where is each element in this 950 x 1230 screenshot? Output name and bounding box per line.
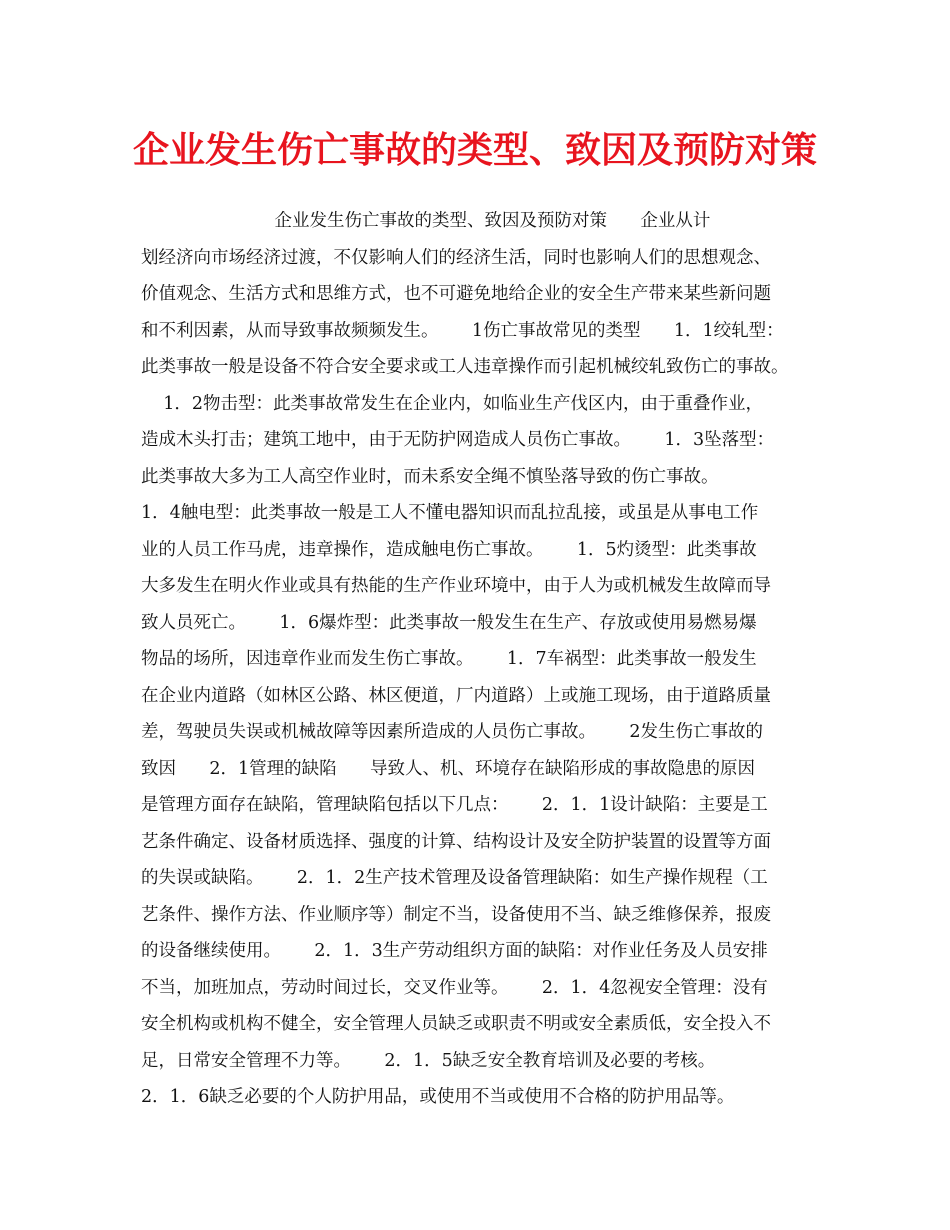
body-line: 业的人员工作马虎，违章操作，造成触电伤亡事故。 1．5灼烫型：此类事故: [141, 539, 757, 560]
body-line: 物品的场所，因违章作业而发生伤亡事故。 1．7车祸型：此类事故一般发生: [141, 649, 757, 669]
body-line: 造成木头打击；建筑工地中，由于无防护网造成人员伤亡事故。 1．3坠落型：: [141, 430, 775, 450]
body-line: 的设备继续使用。 2．1．3生产劳动组织方面的缺陷：对作业任务及人员安排: [141, 941, 768, 961]
body-line: 在企业内道路（如林区公路、林区便道，厂内道路）上或施工现场，由于道路质量: [141, 685, 771, 706]
body-line: 划经济向市场经济过渡，不仅影响人们的经济生活，同时也影响人们的思想观念、: [141, 247, 771, 268]
body-line: 1．4触电型：此类事故一般是工人不懂电器知识而乱拉乱接，或虽是从事电工作: [141, 503, 759, 523]
body-line: 价值观念、生活方式和思维方式，也不可避免地给企业的安全生产带来某些新问题: [141, 284, 771, 304]
body-line: 艺条件、操作方法、作业顺序等）制定不当，设备使用不当、缺乏维修保养，报废: [141, 904, 771, 925]
body-line: 此类事故大多为工人高空作业时，而未系安全绳不慎坠落导致的伤亡事故。: [141, 466, 719, 487]
body-line: 足，日常安全管理不力等。 2．1．5缺乏安全教育培训及必要的考核。: [141, 1050, 716, 1071]
body-line: 安全机构或机构不健全，安全管理人员缺乏或职责不明或安全素质低，安全投入不: [141, 1014, 771, 1034]
page-title: 企业发生伤亡事故的类型、致因及预防对策: [132, 129, 817, 171]
body-line: 此类事故一般是设备不符合安全要求或工人违章操作而引起机械绞轧致伤亡的事故。: [141, 357, 789, 377]
body-line: 1．2物击型：此类事故常发生在企业内，如临业生产伐区内，由于重叠作业，: [141, 393, 764, 414]
body-line: 艺条件确定、设备材质选择、强度的计算、结构设计及安全防护装置的设置等方面: [141, 831, 771, 852]
body-line: 企业发生伤亡事故的类型、致因及预防对策 企业从计: [141, 211, 711, 231]
document-body: [141, 203, 826, 1116]
body-line: 致人员死亡。 1．6爆炸型：此类事故一般发生在生产、存放或使用易燃易爆: [141, 612, 757, 633]
body-line: 大多发生在明火作业或具有热能的生产作业环境中，由于人为或机械发生故障而导: [141, 576, 771, 596]
body-line: 不当，加班加点，劳动时间过长，交叉作业等。 2．1．4忽视安全管理：没有: [141, 977, 768, 998]
body-line: 是管理方面存在缺陷，管理缺陷包括以下几点： 2．1．1设计缺陷：主要是工: [141, 795, 768, 815]
body-line: 和不利因素，从而导致事故频频发生。 1伤亡事故常见的类型 1．1绞轧型：: [141, 320, 784, 341]
body-line: 的失误或缺陷。 2．1．2生产技术管理及设备管理缺陷：如生产操作规程（工: [141, 868, 768, 888]
body-line: 致因 2．1管理的缺陷 导致人、机、环境存在缺陷形成的事故隐患的原因: [141, 758, 756, 779]
body-line: 差，驾驶员失误或机械故障等因素所造成的人员伤亡事故。 2发生伤亡事故的: [141, 722, 764, 742]
body-line: 2．1．6缺乏必要的个人防护用品，或使用不当或使用不合格的防护用品等。: [141, 1087, 735, 1107]
